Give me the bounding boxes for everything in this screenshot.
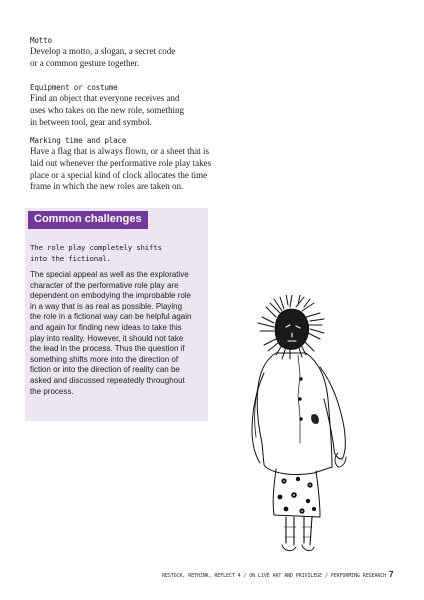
page-footer: RESTOCK, RETHINK, REFLECT 4 / ON LIVE ART AND PRIVILEGE / PERFORMING RESEARCH — [162, 573, 387, 579]
body-line: something shifts more into the direction of — [30, 354, 179, 364]
section-heading: Motto — [30, 36, 52, 45]
section-marking-time — [30, 135, 220, 193]
challenges-subtitle — [30, 243, 162, 264]
body-line: uses who takes on the new role, something — [30, 104, 184, 115]
subtitle-line: The role play completely shifts — [30, 243, 162, 252]
section-heading: Equipment or costume — [30, 83, 118, 92]
section-motto — [30, 35, 220, 70]
section-body — [30, 93, 220, 128]
section-body — [30, 146, 220, 193]
body-line: character of the performative role play are — [30, 280, 179, 290]
body-line: Have a flag that is always flown, or a sheet that is — [30, 146, 209, 156]
body-line: fiction or into the direction of reality can be — [30, 365, 180, 375]
body-line: dependent on embodying the improbable role — [30, 291, 192, 301]
body-line: Find an object that everyone receives and — [30, 93, 180, 103]
costumed-figure-illustration — [240, 295, 390, 565]
body-line: the lead in the process. Thus the question if — [30, 344, 185, 354]
body-line: play into reality. However, it should not take — [30, 333, 184, 343]
section-heading: Marking time and place — [30, 136, 127, 145]
body-line: laid out whenever the performative role play takes — [30, 157, 212, 168]
body-line: frame in which the new roles are taken on. — [30, 181, 184, 192]
body-line: or a common gesture together. — [30, 57, 140, 68]
body-line: the process. — [30, 386, 74, 396]
challenges-body — [30, 270, 206, 397]
subtitle-line: into the fictional. — [30, 253, 111, 263]
page-number: 7 — [389, 570, 394, 579]
challenges-box — [25, 208, 208, 421]
body-line: place or a special kind of clock allocates the time — [30, 169, 208, 180]
body-line: in a way that is as real as possible. Playing — [30, 301, 183, 311]
body-line: the role in a fictional way can be helpful again — [30, 312, 192, 322]
body-line: asked and discussed repeatedly throughout — [30, 375, 185, 385]
body-line: and again for finding new ideas to take this — [30, 322, 182, 332]
section-body — [30, 46, 220, 70]
section-equipment — [30, 82, 220, 128]
body-line: in between tool, gear and symbol. — [30, 116, 152, 127]
body-line: Develop a motto, a slogan, a secret code — [30, 46, 176, 56]
challenges-title: Common challenges — [28, 211, 148, 229]
body-line: The special appeal as well as the explorative — [30, 270, 189, 279]
